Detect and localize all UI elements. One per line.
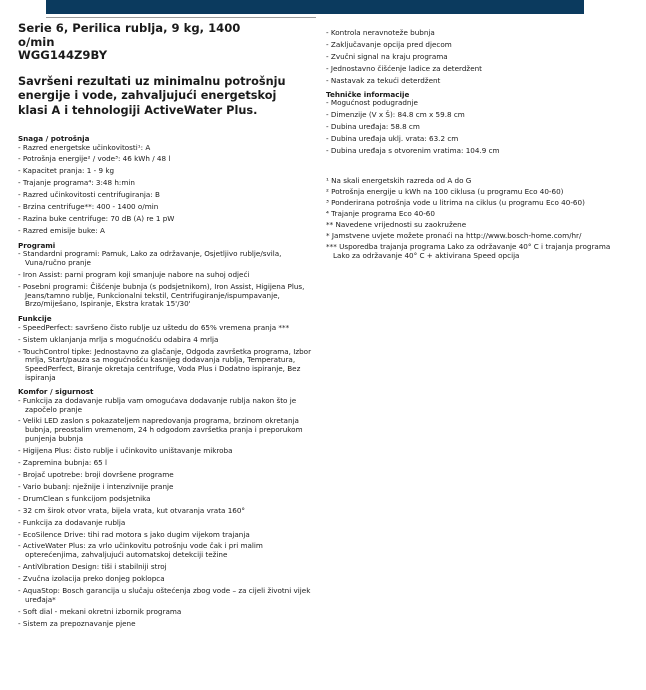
lead-text bbox=[18, 75, 314, 118]
list-item: - Funkcija za dodavanje rublja vam omogućava dodavanje rublja nakon što je započelo pranje bbox=[18, 397, 314, 414]
footnote: ⁴ Trajanje programa Eco 40-60 bbox=[326, 208, 435, 218]
lead-line: Savršeni rezultati uz minimalnu potrošnju bbox=[18, 75, 286, 89]
product-model: WGG144Z9BY bbox=[18, 48, 108, 63]
list-item: - Razred energetske učinkovitosti¹: A bbox=[18, 144, 314, 153]
product-title bbox=[18, 22, 314, 63]
list-item: - Brojač upotrebe: broji dovršene programe bbox=[18, 471, 314, 480]
list-item: - Sistem za prepoznavanje pjene bbox=[18, 620, 314, 629]
lead-line: klasi A i tehnologiji ActiveWater Plus. bbox=[18, 103, 258, 117]
footnote: ² Potrošnja energije u kWh na 100 ciklusa (u programu Eco 40-60) bbox=[326, 186, 564, 196]
komfor-list bbox=[18, 397, 314, 629]
list-item: - 32 cm širok otvor vrata, bijela vrata, kut otvaranja vrata 160° bbox=[18, 507, 314, 516]
list-item: - Jednostavno čišćenje ladice za deterdžent bbox=[326, 65, 616, 74]
product-title-line: o/min bbox=[18, 34, 55, 49]
list-item: - Mogućnost podugradnje bbox=[326, 99, 616, 108]
right-column bbox=[326, 29, 616, 263]
programi-list bbox=[18, 250, 314, 309]
list-item: - Dimenzije (V x Š): 84.8 cm x 59.8 cm bbox=[326, 111, 616, 120]
list-item: - AntiVibration Design: tiši i stabilniji stroj bbox=[18, 563, 314, 572]
list-item: - Razred učinkovitosti centrifugiranja: B bbox=[18, 191, 314, 200]
list-item: - Funkcija za dodavanje rublja bbox=[18, 519, 314, 528]
footnote: *** Usporedba trajanja programa Lako za održavanje 40° C i trajanja programa Lako za održavanje 40° C + aktivirana Speed opcija bbox=[326, 242, 611, 260]
list-item: - Zvučna izolacija preko donjeg poklopca bbox=[18, 575, 314, 584]
list-item: - Soft dial - mekani okretni izbornik programa bbox=[18, 608, 314, 617]
brand-header-bar bbox=[46, 0, 584, 14]
list-item: - AquaStop: Bosch garancija u slučaju oštećenja zbog vode – za cijeli životni vijek uređaja* bbox=[18, 587, 314, 604]
list-item: - ActiveWater Plus: za vrlo učinkovitu potrošnju vode čak i pri malim opterećenjima, zahvaljujući automatskoj detekciji težine bbox=[18, 542, 314, 559]
list-item: - Brzina centrifuge**: 400 - 1400 o/min bbox=[18, 203, 314, 212]
section-heading-snaga: Snaga / potrošnja bbox=[18, 134, 90, 143]
section-heading-tehnicke: Tehničke informacije bbox=[326, 89, 410, 99]
list-item: - Sistem uklanjanja mrlja s mogućnošću odabira 4 mrlja bbox=[18, 336, 314, 345]
footnote: ³ Ponderirana potrošnja vode u litrima na ciklus (u programu Eco 40-60) bbox=[326, 197, 585, 207]
list-item: - Vario bubanj: nježnije i intenzivnije pranje bbox=[18, 483, 314, 492]
product-title-line: Serie 6, Perilica rublja, 9 kg, 1400 bbox=[18, 21, 241, 35]
funkcije-list bbox=[18, 324, 314, 383]
lead-line: energije i vode, zahvaljujući energetskoj bbox=[18, 89, 277, 103]
section-heading-komfor: Komfor / sigurnost bbox=[18, 387, 94, 397]
list-item: - Dubina uređaja s otvorenim vratima: 104.9 cm bbox=[326, 147, 616, 156]
left-column bbox=[18, 22, 314, 632]
list-item: - DrumClean s funkcijom podsjetnika bbox=[18, 495, 314, 504]
section-heading-programi: Programi bbox=[18, 240, 56, 250]
list-item: - EcoSilence Drive: tihi rad motora s jako dugim vijekom trajanja bbox=[18, 531, 314, 540]
list-item: - Razred emisije buke: A bbox=[18, 227, 314, 236]
footnote: ** Navedene vrijednosti su zaokružene bbox=[326, 219, 467, 229]
footnote: * Jamstvene uvjete možete pronaći na http://www.bosch-home.com/hr/ bbox=[326, 231, 582, 240]
list-item: - Nastavak za tekući deterdžent bbox=[326, 77, 616, 86]
list-item: - TouchControl tipke: Jednostavno za glačanje, Odgoda završetka programa, Izbor mrlja, Start/pauza sa mogućnošću kasnijeg dodavanja rublja, Temperatura, SpeedPerfect, Biranje okretaja centrifuge, Voda Plus i Dodatno ispiranje, Bez ispiranja bbox=[18, 348, 314, 383]
snaga-list bbox=[18, 144, 314, 236]
list-item: - Iron Assist: parni program koji smanjuje nabore na suhoj odjeći bbox=[18, 271, 314, 280]
list-item: - SpeedPerfect: savršeno čisto rublje uz uštedu do 65% vremena pranja *** bbox=[18, 324, 314, 333]
list-item: - Zaključavanje opcija pred djecom bbox=[326, 41, 616, 50]
section-heading-funkcije: Funkcije bbox=[18, 314, 52, 324]
list-item: - Zvučni signal na kraju programa bbox=[326, 53, 616, 62]
list-item: - Posebni programi: Čišćenje bubnja (s podsjetnikom), Iron Assist, Higijena Plus, Jeans/tamno rublje, Funkcionalni tekstil, Centrifugiranje/ispumpavanje, Brzo/miješano, Ispiranje, Ekstra kratak 15'/30' bbox=[18, 283, 314, 309]
list-item: - Razina buke centrifuge: 70 dB (A) re 1 pW bbox=[18, 215, 314, 224]
list-item: - Standardni programi: Pamuk, Lako za održavanje, Osjetljivo rublje/svila, Vuna/ručno pranje bbox=[18, 250, 314, 267]
list-item: - Zapremina bubnja: 65 l bbox=[18, 459, 314, 468]
title-separator bbox=[46, 17, 316, 18]
list-item: - Higijena Plus: čisto rublje i učinkovito uništavanje mikroba bbox=[18, 447, 314, 456]
footnotes bbox=[326, 177, 616, 261]
list-item: - Dubina uređaja uklj. vrata: 63.2 cm bbox=[326, 135, 616, 144]
list-item: - Trajanje programa⁴: 3:48 h:min bbox=[18, 179, 314, 188]
footnote: ¹ Na skali energetskih razreda od A do G bbox=[326, 175, 472, 185]
komfor-continued-list bbox=[326, 29, 616, 86]
list-item: - Kapacitet pranja: 1 - 9 kg bbox=[18, 167, 314, 176]
tehnicke-list bbox=[326, 99, 616, 156]
list-item: - Veliki LED zaslon s pokazateljem napredovanja programa, brzinom okretanja bubnja, preostalim vremenom, 24 h odgodom završetka pranja i preporukom punjenja bubnja bbox=[18, 417, 314, 443]
list-item: - Dubina uređaja: 58.8 cm bbox=[326, 123, 616, 132]
list-item: - Kontrola neravnoteže bubnja bbox=[326, 29, 616, 38]
list-item: - Potrošnja energije² / vode³: 46 kWh / 48 l bbox=[18, 155, 314, 164]
